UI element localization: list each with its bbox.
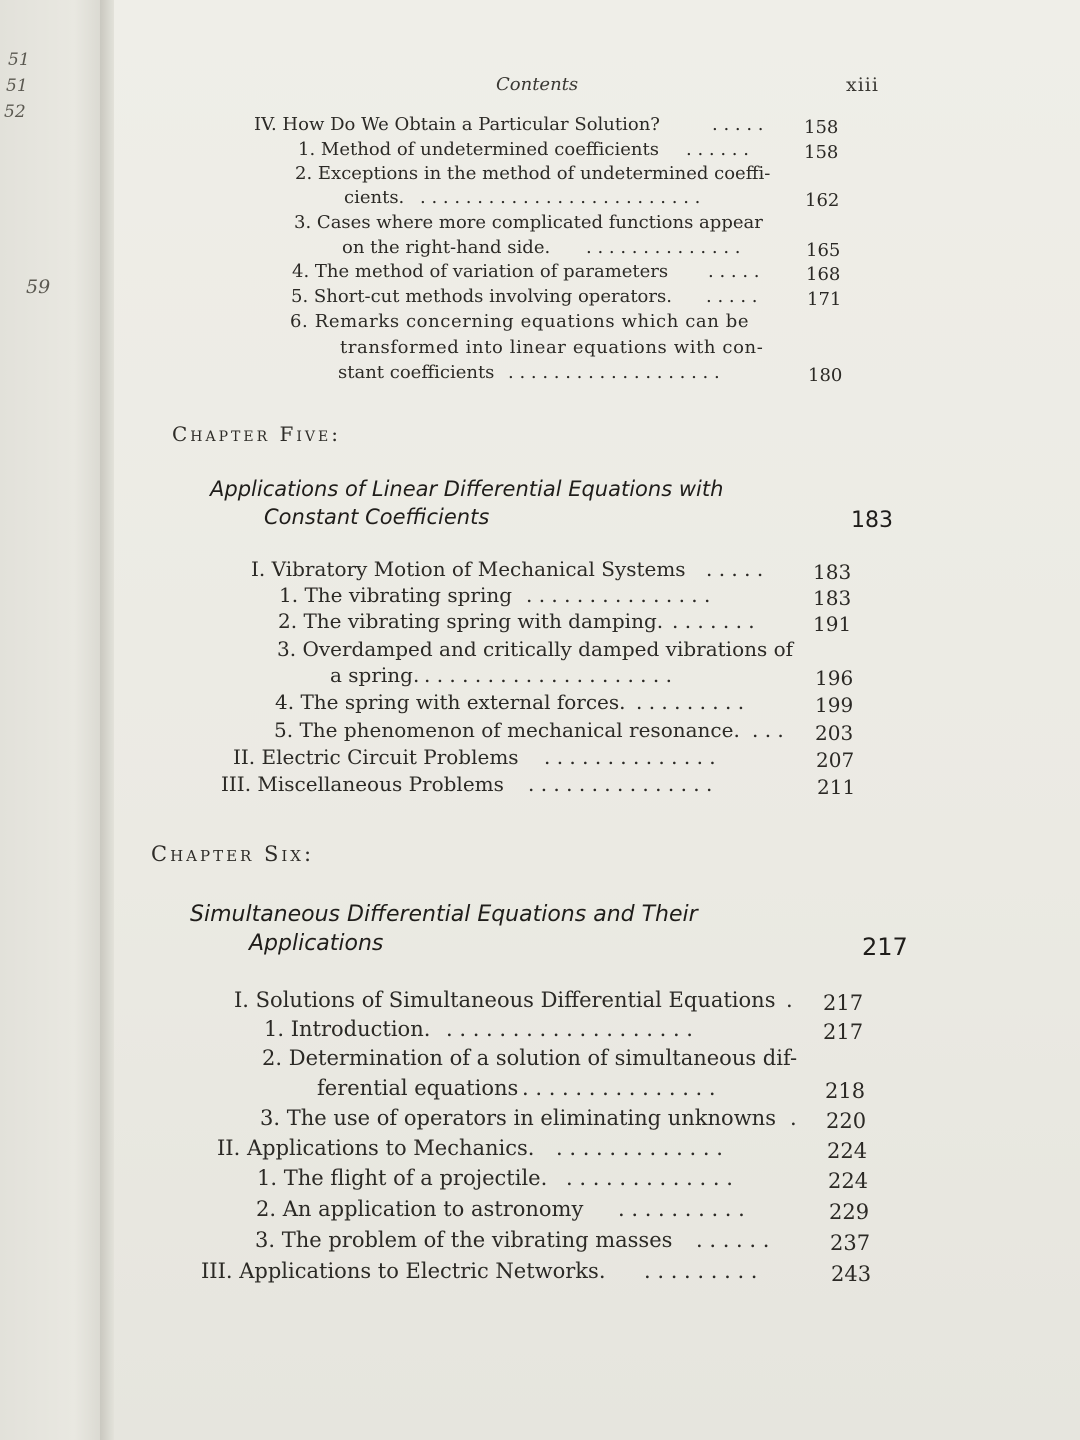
dot-leader: . . . . . . . . . . . . . [556,1136,723,1160]
toc-entry [234,988,775,1012]
toc-entry-continuation: ferential equations [317,1076,519,1100]
dot-leader: . . . . . . [696,1228,770,1252]
entry-number: I. [251,557,266,581]
entry-title: The problem of the vibrating masses [281,1228,673,1252]
toc-entry [278,609,663,633]
toc-entry [257,1166,547,1190]
entry-number: 2. [262,1046,283,1070]
entry-title: Vibratory Motion of Mechanical Systems [271,557,686,581]
dot-leader: . . . . . . . . . . . . . . [586,237,741,258]
dot-leader: . . . . . . . . . . . . . . . . . . . [446,1017,693,1041]
toc-entry [233,745,519,769]
entry-number: I. [234,988,249,1012]
entry-page: 162 [805,190,840,211]
entry-title: Applications to Electric Networks. [239,1259,606,1283]
dot-leader: . . . . . [706,557,764,581]
toc-entry [217,1136,534,1160]
toc-entry [290,311,749,332]
dot-leader: . . . . . . [686,139,749,160]
chapter-title: Constant Coefficients [264,505,490,529]
left-page-number: 51 [8,50,30,70]
toc-entry [294,212,763,233]
entry-title: How Do We Obtain a Particular Solution? [282,114,660,135]
entry-number: 5. [274,718,294,742]
chapter-title: Applications [249,931,384,956]
entry-number: 1. [264,1017,285,1041]
toc-entry [275,690,626,714]
entry-page: 211 [817,775,856,799]
toc-entry [277,637,793,661]
chapter-page: 183 [851,508,893,533]
dot-leader: . . . . . . . [672,609,755,633]
left-page-number: 59 [26,276,51,298]
toc-entry [264,1017,430,1041]
entry-number: 4. [292,261,310,282]
dot-leader: . . . . . . . . . . . . . . . . . . . [508,362,720,383]
dot-leader: . . . . . . . . . . . . . . . [528,772,713,796]
entry-page: 158 [804,117,839,138]
entry-number: 6. [290,311,309,332]
entry-page: 171 [807,289,842,310]
toc-entry [292,261,668,282]
entry-page: 237 [830,1231,871,1255]
entry-page: 217 [823,991,864,1015]
entry-title: The flight of a projectile. [283,1166,548,1190]
toc-entry [260,1106,776,1130]
entry-number: 1. [257,1166,278,1190]
toc-entry [298,139,659,160]
entry-title: Overdamped and critically damped vibrations of [302,637,794,661]
entry-title: Electric Circuit Problems [261,745,519,769]
toc-entry-continuation: transformed into linear equations with con- [340,337,764,358]
toc-entry-continuation: stant coefficients [338,362,495,383]
entry-number: II. [217,1136,241,1160]
entry-number: 1. [298,139,316,160]
chapter-label: Chapter Five: [172,422,341,446]
entry-page: 220 [826,1109,867,1133]
entry-number: III. [201,1259,233,1283]
entry-page: 224 [828,1169,869,1193]
entry-page: 243 [831,1262,872,1286]
entry-number: 3. [277,637,297,661]
dot-leader: . [786,988,793,1012]
entry-page: 199 [815,693,854,717]
dot-leader: . . . . . . . . . . . . . . . [526,583,711,607]
entry-title: Introduction. [290,1017,431,1041]
toc-entry-continuation: cients. [344,187,405,208]
entry-number: 3. [260,1106,281,1130]
toc-entry [221,772,504,796]
dot-leader: . . . . . [706,286,758,307]
left-page-number: 52 [4,102,26,122]
dot-leader: . . . . . . . . . . . . . . . . . . . . . . . . . [420,187,701,208]
toc-entry [295,163,770,184]
entry-number: 2. [256,1197,277,1221]
entry-title: Solutions of Simultaneous Differential Equations [255,988,776,1012]
entry-number: 5. [291,286,309,307]
entry-number: 4. [275,690,295,714]
entry-title: The vibrating spring with damping. [303,609,664,633]
entry-title: The use of operators in eliminating unknowns [286,1106,776,1130]
toc-entry [201,1259,606,1283]
entry-title: The vibrating spring [304,583,513,607]
toc-entry [279,583,512,607]
entry-title: Miscellaneous Problems [257,772,504,796]
dot-leader: . . . [752,718,784,742]
chapter-page: 217 [862,933,908,961]
toc-entry [291,286,672,307]
entry-title: Method of undetermined coefficients [320,139,659,160]
dot-leader: . . . . . . . . . . . . . . . . . . . . [424,663,672,687]
dot-leader: . . . . . . . . . . . . . [566,1166,733,1190]
entry-title: Exceptions in the method of undetermined coeffi- [317,163,771,184]
toc-entry [262,1046,797,1070]
entry-page: 191 [813,612,852,636]
toc-entry [274,718,740,742]
dot-leader: . [790,1106,797,1130]
chapter-title: Simultaneous Differential Equations and Their [190,902,698,927]
entry-page: 183 [813,560,852,584]
entry-number: 3. [255,1228,276,1252]
running-header-title: Contents [496,74,579,95]
chapter-label: Chapter Six: [151,842,315,866]
entry-page: 217 [823,1020,864,1044]
dot-leader: . . . . . . . . . [644,1259,758,1283]
toc-entry-continuation: a spring. [330,663,420,687]
entry-title: Cases where more complicated functions appear [316,212,763,233]
entry-title: The phenomenon of mechanical resonance. [299,718,740,742]
entry-title: The spring with external forces. [300,690,626,714]
entry-title: Remarks concerning equations which can be [314,311,750,332]
entry-page: 229 [829,1200,870,1224]
dot-leader: . . . . . . . . . . . . . . [544,745,716,769]
entry-number: 2. [295,163,313,184]
running-header-page: xiii [846,74,879,96]
entry-page: 168 [806,264,841,285]
left-page-edge [0,0,106,1440]
toc-entry [255,1228,672,1252]
entry-number: II. [233,745,256,769]
entry-title: Determination of a solution of simultaneous dif- [288,1046,798,1070]
entry-title: An application to astronomy [282,1197,584,1221]
entry-number: 3. [294,212,312,233]
dot-leader: . . . . . . . . . [636,690,745,714]
entry-number: 2. [278,609,298,633]
entry-page: 158 [804,142,839,163]
entry-number: IV. [254,114,277,135]
entry-page: 224 [827,1139,868,1163]
entry-title: Applications to Mechanics. [246,1136,535,1160]
dot-leader: . . . . . . . . . . [618,1197,745,1221]
dot-leader: . . . . . [712,114,764,135]
dot-leader: . . . . . [708,261,760,282]
left-page-number: 51 [6,76,28,96]
entry-page: 183 [813,586,852,610]
entry-page: 196 [815,666,854,690]
toc-entry [251,557,686,581]
entry-page: 165 [806,240,841,261]
entry-page: 203 [815,721,854,745]
toc-entry [254,114,660,135]
entry-number: III. [221,772,252,796]
entry-number: 1. [279,583,299,607]
entry-page: 180 [808,365,843,386]
entry-title: Short-cut methods involving operators. [313,286,672,307]
toc-entry [256,1197,583,1221]
chapter-title: Applications of Linear Differential Equations with [210,477,724,501]
entry-title: The method of variation of parameters [314,261,669,282]
entry-page: 218 [825,1079,866,1103]
dot-leader: . . . . . . . . . . . . . . . [522,1076,716,1100]
toc-entry-continuation: on the right-hand side. [342,237,551,258]
entry-page: 207 [816,748,855,772]
